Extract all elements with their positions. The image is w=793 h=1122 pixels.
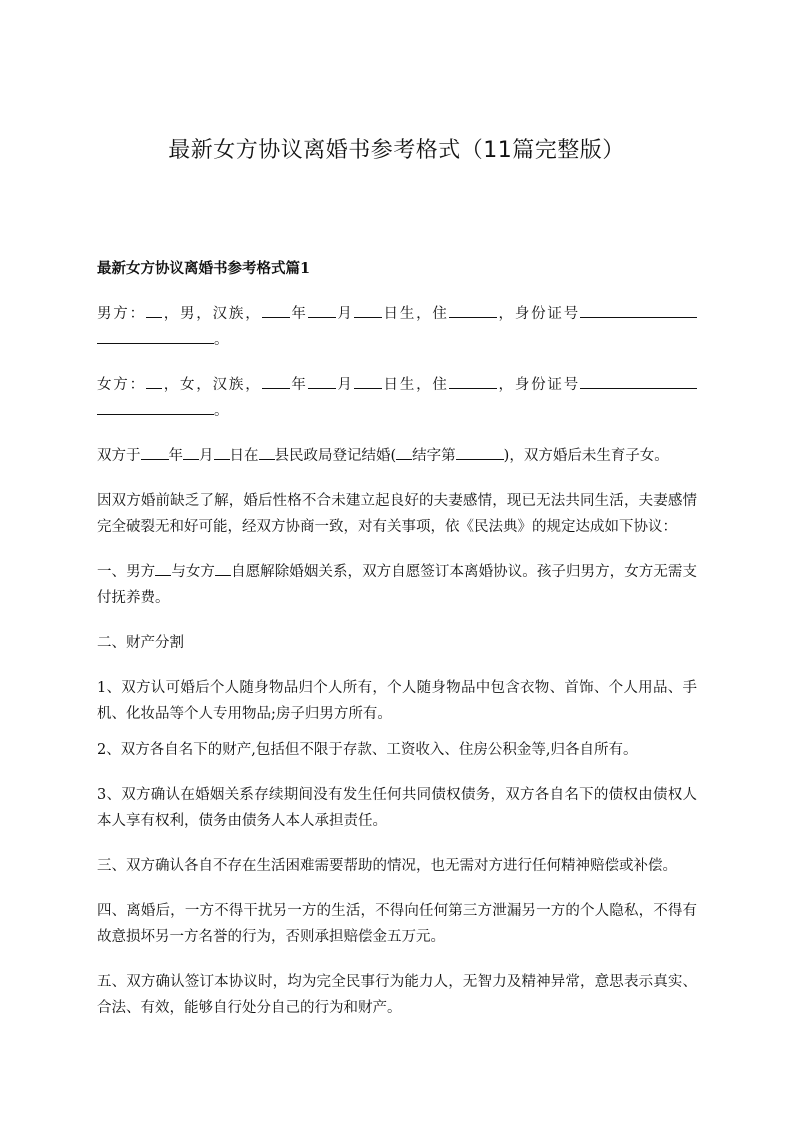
property-item-1: 1、双方认可婚后个人随身物品归个人所有，个人随身物品中包含衣物、首饰、个人用品、手机、化妆品等个人专用物品;房子归男方所有。 <box>97 680 697 722</box>
certificate-mid-label: 结字第 <box>412 448 456 464</box>
female-name-blank <box>215 559 231 576</box>
registration-day-label: 日在 <box>229 448 259 464</box>
male-line-end: 。 <box>214 332 229 348</box>
document-body <box>97 256 697 1040</box>
male-party-prefix: 男方： <box>97 306 146 322</box>
certificate-number-blank <box>456 443 504 460</box>
article-four: 四、离婚后，一方不得干扰另一方的生活，不得向任何第三方泄漏另一方的个人隐私，不得有故意损坏另一方名誉的行为，否则承担赔偿金五万元。 <box>97 903 697 945</box>
article-two-heading: 二、财产分割 <box>97 635 184 651</box>
female-birth-day-label: 日生，住 <box>381 377 449 393</box>
name-blank <box>146 372 162 389</box>
birth-year-blank <box>262 301 290 318</box>
marriage-registration-line <box>97 443 697 469</box>
birth-day-blank <box>354 301 382 318</box>
certificate-prefix-blank <box>396 443 412 460</box>
document-title: 最新女方协议离婚书参考格式（11篇完整版） <box>168 138 625 163</box>
article-one <box>97 559 697 611</box>
article-three: 三、双方确认各自不存在生活困难需要帮助的情况，也无需对方进行任何精神赔偿或补偿。 <box>97 858 677 874</box>
registration-day-blank <box>214 443 230 460</box>
address-blank <box>449 372 497 389</box>
female-month-label: 月 <box>335 377 354 393</box>
birth-month-blank <box>308 301 336 318</box>
id-number-blank-continued <box>97 398 214 415</box>
registration-month-blank <box>183 443 199 460</box>
male-party-line <box>97 301 697 353</box>
registration-suffix: )，双方婚后未生育子女。 <box>503 448 669 464</box>
female-gender-ethnicity: ，女，汉族， <box>161 377 262 393</box>
birth-month-blank <box>308 372 336 389</box>
registration-year-label: 年 <box>168 448 183 464</box>
female-party-line <box>97 372 697 424</box>
male-year-label: 年 <box>289 306 308 322</box>
property-item-3: 3、双方确认在婚姻关系存续期间没有发生任何共同债权债务，双方各自名下的债权由债权人本人享有权利，债务由债务人本人承担责任。 <box>97 787 697 829</box>
registration-month-label: 月 <box>199 448 214 464</box>
property-item-2: 2、双方各自名下的财产,包括但不限于存款、工资收入、住房公积金等,归各自所有。 <box>97 742 638 758</box>
background-paragraph: 因双方婚前缺乏了解，婚后性格不合未建立起良好的夫妻感情，现已无法共同生活，夫妻感情完全破裂无和好可能，经双方协商一致，对有关事项，依《民法典》的规定达成如下协议： <box>97 493 697 535</box>
article-one-prefix: 一、男方 <box>97 564 156 580</box>
registration-bureau-label: 县民政局登记结婚( <box>274 448 397 464</box>
id-number-blank <box>580 372 697 389</box>
article-one-suffix: 自愿解除婚姻关系，双方自愿签订本离婚协议。孩子归男方，女方无需支付抚养费。 <box>97 564 697 606</box>
address-blank <box>449 301 497 318</box>
section-heading: 最新女方协议离婚书参考格式篇1 <box>97 260 311 277</box>
id-number-blank <box>580 301 697 318</box>
name-blank <box>146 301 162 318</box>
male-birth-day-label: 日生，住 <box>381 306 449 322</box>
id-number-blank-continued <box>97 327 214 344</box>
male-gender-ethnicity: ，男，汉族， <box>161 306 262 322</box>
male-id-label: ，身份证号 <box>496 306 581 322</box>
female-party-prefix: 女方： <box>97 377 146 393</box>
article-five: 五、双方确认签订本协议时，均为完全民事行为能力人，无智力及精神异常，意思表示真实、合法、有效，能够自行处分自己的行为和财产。 <box>97 974 697 1016</box>
female-year-label: 年 <box>289 377 308 393</box>
county-blank <box>259 443 275 460</box>
article-one-mid: 与女方 <box>171 564 215 580</box>
male-name-blank <box>155 559 171 576</box>
male-month-label: 月 <box>335 306 354 322</box>
female-id-label: ，身份证号 <box>496 377 581 393</box>
registration-prefix: 双方于 <box>97 448 141 464</box>
registration-year-blank <box>141 443 169 460</box>
female-line-end: 。 <box>214 403 229 419</box>
birth-day-blank <box>354 372 382 389</box>
birth-year-blank <box>262 372 290 389</box>
